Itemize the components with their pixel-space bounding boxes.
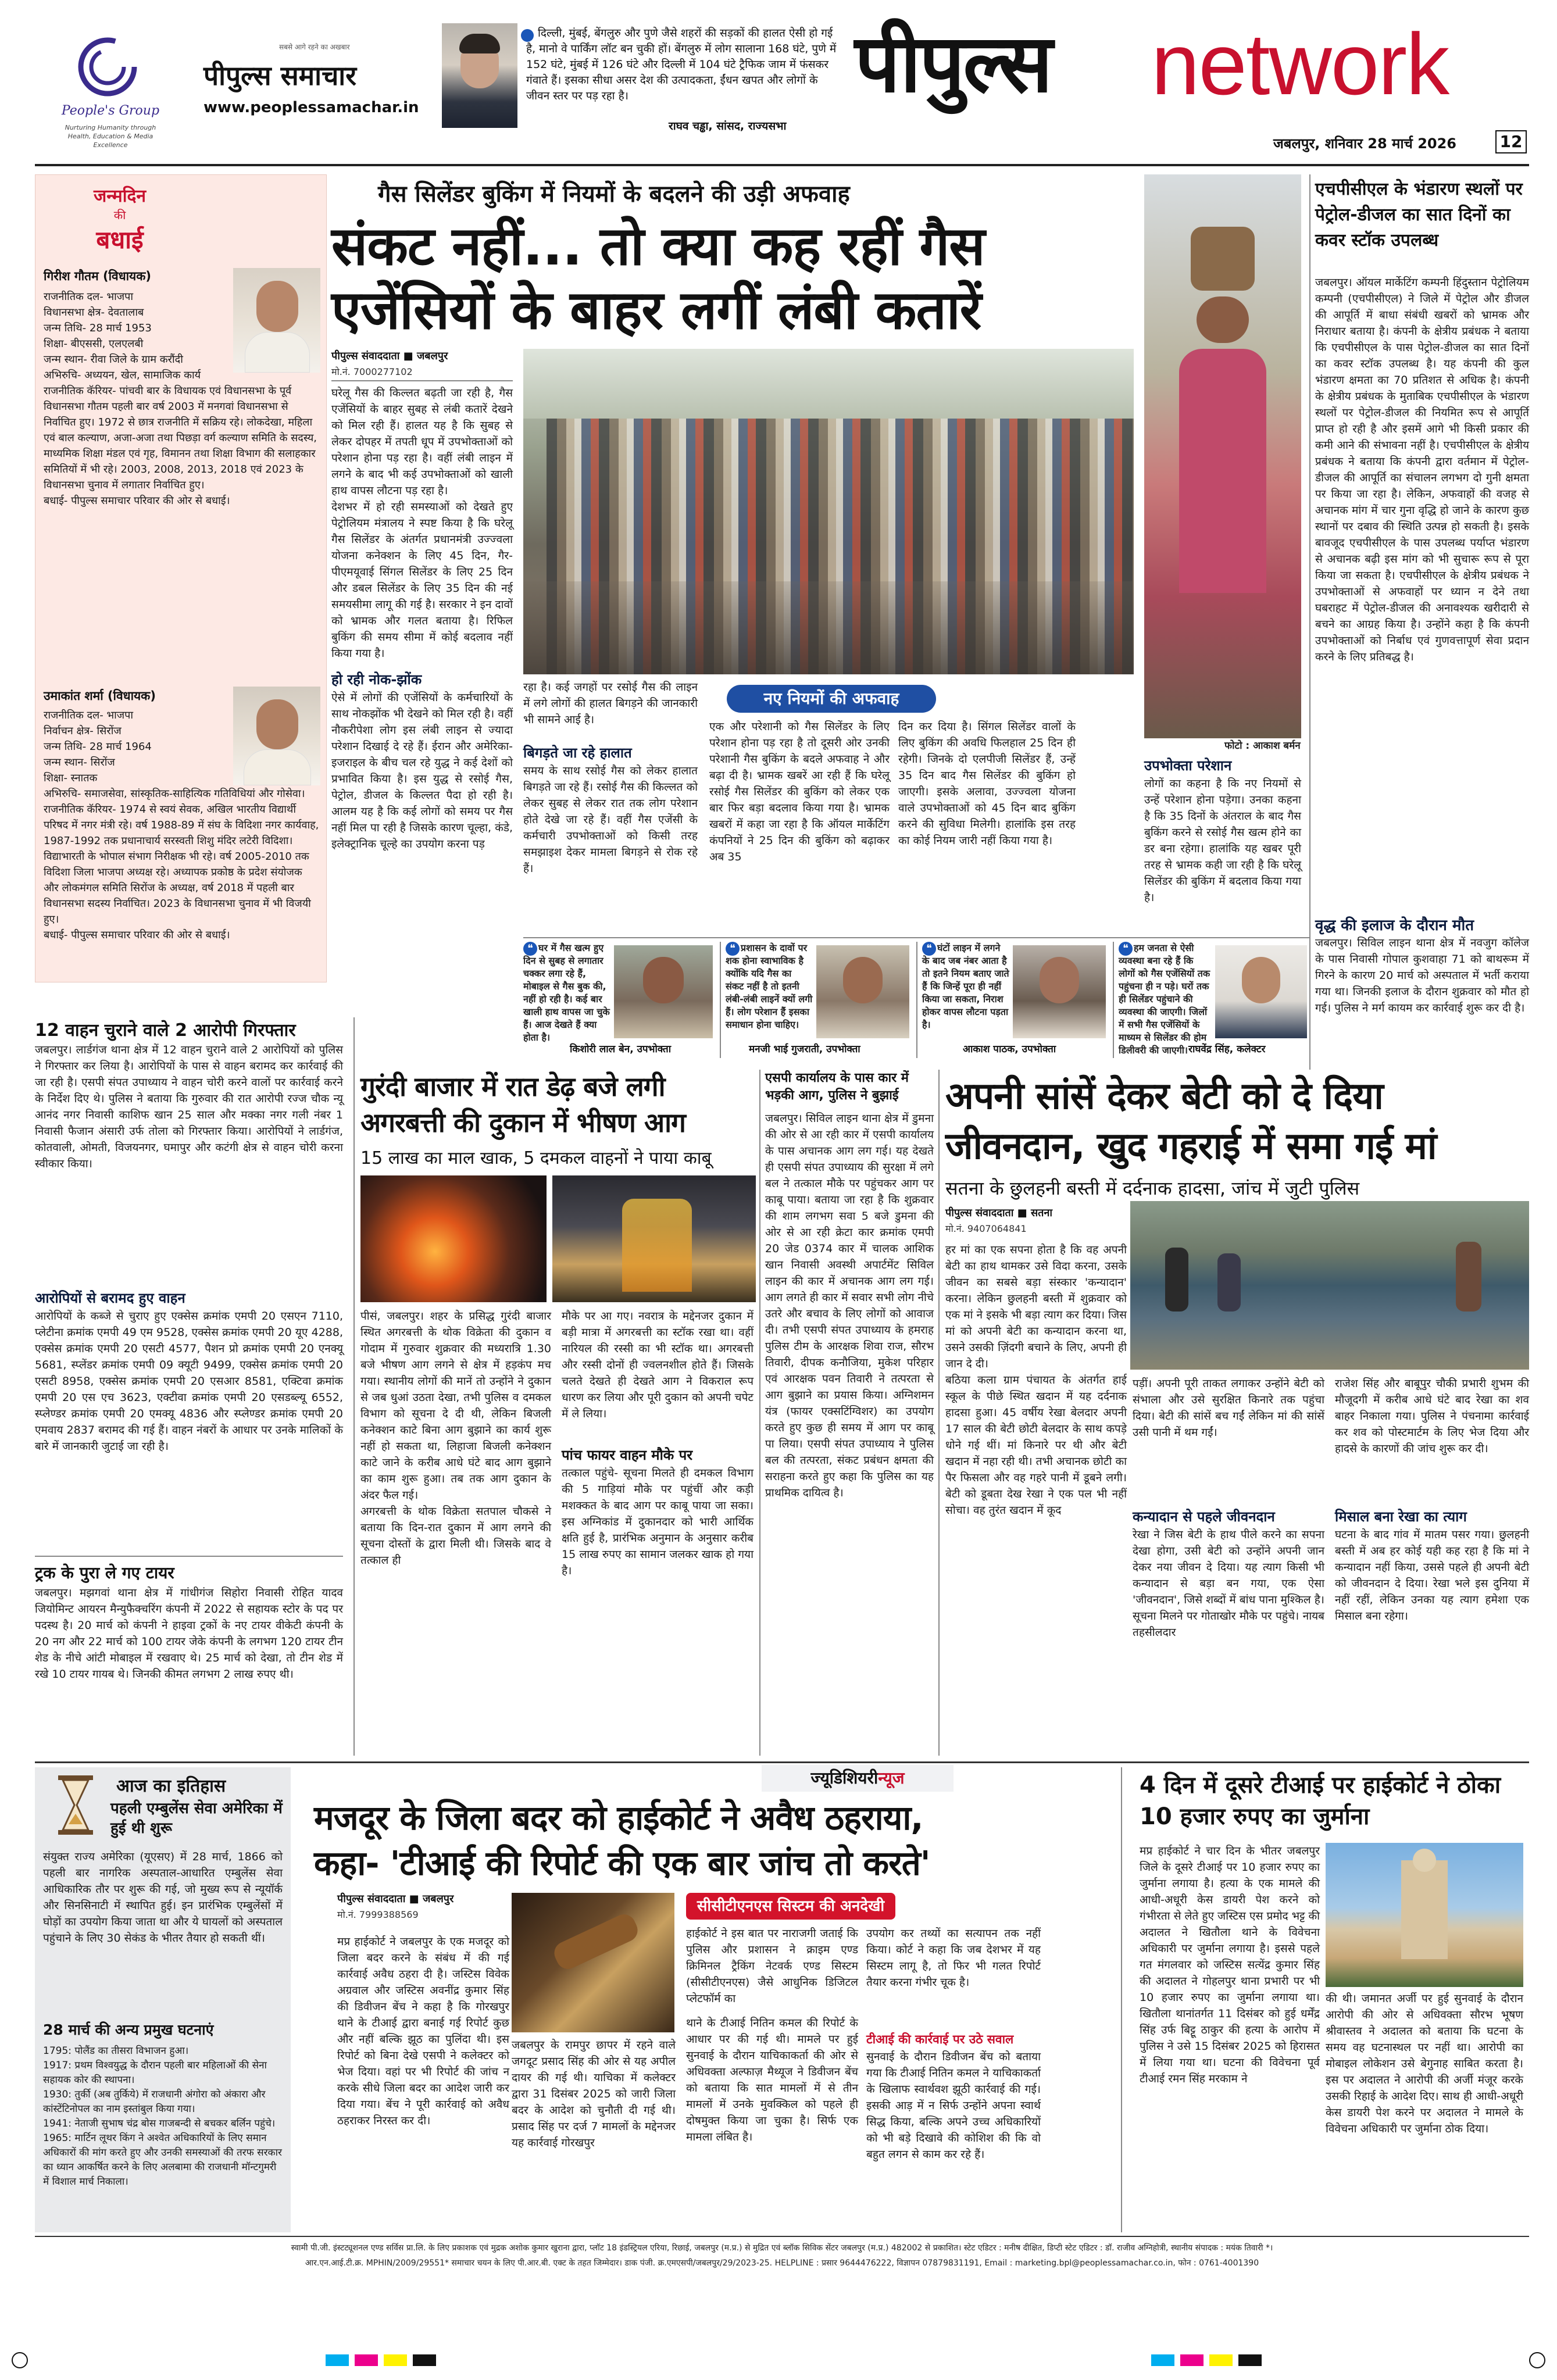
main-kicker: गैस सिलेंडर बुकिंग में नियमों के बदलने की उड़ी अफवाह [378, 181, 850, 208]
person1-text: राजनीतिक दल- भाजपा विधानसभा क्षेत्र- देवतालाब जन्म तिथि- 28 मार्च 1953 शिक्षा- बीएससी, एलएलबी जन्म स्थान- रीवा जिले के ग्राम करौंदी अभिरुचि- अध्ययन, खेल, सामाजिक कार्य राजनीतिक कॅरियर- पांचवी बार के विधायक एवं विधानसभा के पूर्व विधानसभा गौतम पहली बार वर्ष 2003 में मनगवां विधानसभा से निर्वाचित हुए। 1972 से छात्र राजनीति में सक्रिय रहे। लोकदेखा, महिला एवं बाल कल्याण, अजा-अजा तथा पिछड़ा वर्ग कल्याण समिति के सदस्य, माध्यमिक शिक्षा मंडल एवं गृह, विमानन तथा शिक्षा विभाग की सलाहकार समितियों में भी रहे। 2003, 2008, 2013, 2018 एवं 2023 के विधानसभा चुनाव में लगातार निर्वाचित हुए। बधाई- पीपुल्स समाचार परिवार की ओर से बधाई। [44, 291, 317, 507]
dateline: जबलपुर, शनिवार 28 मार्च 2026 [1273, 135, 1457, 152]
rumor-bar: नए नियमों की अफवाह [727, 685, 936, 713]
footer-line2: आर.एन.आई.टी.क्र. MPHIN/2009/29551* समाचार चयन के लिए पी.आर.बी. एक्ट के तहत जिम्मेदार। डाक पंजी. क्र.एमएसपी/जबलपुर/29/2023-25. HELPLINE : प्रसार 9644476222, विज्ञापन 07879831191, Email : marketing.bpl@peoplessamachar.co.in, फोन : 0761-4001390 [305, 2259, 1259, 2268]
registration-target-icon [1529, 2352, 1545, 2368]
main-col2b: समय के साथ रसोई गैस को लेकर हालात बिगड़ते जा रहे हैं। रसोई गैस की किल्लत को लेकर सुबह से लेकर रात तक लोग परेशान होते देखे जा रहे हैं। वहीं गैस एजेंसी के कर्मचारी उपभोक्ताओं को किसी तरह समझाइश देकर मामला बिगड़ने से रोक रहे हैं। [523, 764, 698, 875]
opinion-3 [922, 942, 1108, 1058]
judiciary-label [762, 1765, 954, 1792]
opinion-4-quote: हम जनता से ऐसी व्यवस्था बना रहे हैं कि लोगों को गैस एजेंसियों तक पहुंचना ही न पड़े। घरों तक ही सिलेंडर पहुंचाने की व्यवस्था की जाएगी। जिलों में सभी गैस एजेंसियों के माध्यम से सिलेंडर की होम डिलीवरी की जाएगी। [1119, 942, 1210, 1056]
birthday-title-top: जन्मदिन [93, 186, 147, 206]
fire-headline-line2: अगरबत्ती की दुकान में भीषण आग [360, 1107, 685, 1138]
quote-icon: ❝ [726, 942, 740, 956]
satna-col2-sub: कन्यादान से पहले जीवनदान [1133, 1509, 1275, 1525]
photo-credit: फोटो : आकाश बर्मन [1224, 740, 1301, 752]
judiciary-col1: मप्र हाईकोर्ट ने जबलपुर के एक मजदूर को जिला बदर करने के संबंध में की गई कार्रवाई अवैध ठहरा दी है। जस्टिस विवेक अग्रवाल और जस्टिस अवनींद्र कुमार सिंह की डिवीजन बेंच ने कहा है कि गोरखपुर थाने के टीआई द्वारा बनाई गई रिपोर्ट कुछ और नहीं बल्कि झूठ का पुलिंदा थी। इस रिपोर्ट को बिना देखे एसपी ने कलेक्टर को भेज दिया। वहां पर भी रिपोर्ट की जांच न करके सीधे जिला बदर का आदेश जारी कर दिया गया। बेंच ने पूरी कार्रवाई को अवैध ठहराकर निरस्त कर दी। [337, 1935, 509, 2127]
satna-headline-line1: अपनी सांसें देकर बेटी को दे दिया [945, 1075, 1383, 1118]
hpcl-text: जबलपुर। ऑयल मार्केटिंग कम्पनी हिंदुस्तान पेट्रोलियम कम्पनी (एचपीसीएल) ने जिले में पेट्रोल और डीजल की आपूर्ति में बाधा संबंधी खबरों को भ्रामक और निराधार बताया है। कंपनी के क्षेत्रीय प्रबंधक ने बताया कि एचपीसीएल के पास पेट्रोल-डीजल का सात दिनों का कवर स्टॉक उपलब्ध है। यह कंपनी की कुल भंडारण क्षमता का 70 प्रतिशत से अधिक है। कंपनी के क्षेत्रीय प्रबंधक के मुताबिक एचपीसीएल के भंडारण स्थलों पर पेट्रोल-डीजल की नियमित रूप से आपूर्ति प्राप्त हो रही है और इसमें आगे भी किसी प्रकार की कमी आने की संभावना नहीं है। एचपीसीएल के क्षेत्रीय प्रबंधक ने बताया कि कंपनी द्वारा वर्तमान में पेट्रोल-डीजल की आपूर्ति का संचालन लगभग दो गुनी क्षमता पर किया जा रहा है। लेकिन, अफवाहों की वजह से अचानक मांग में चार गुना वृद्धि हो जाने के कारण कुछ स्थानों पर दबाव की स्थिति उत्पन्न हो सकती है। इसके बावजूद एचपीसीएल के पास उपलब्ध पर्याप्त भंडारण से अचानक बढ़ी इस मांग को भी सुचारू रूप से पूरा किया जा सकता है। एचपीसीएल के क्षेत्रीय प्रबंधक ने उपभोक्ताओं से अफवाहों पर ध्यान न देने तथा घबराहट में पेट्रोल-डीजल की अनावश्यक खरीदारी से बचने का आग्रह किया है। उन्होंने कहा है कि कंपनी उपभोक्ताओं को निर्बाध एवं गुणवत्तापूर्ण सेवा प्रदान करने के लिए प्रतिबद्ध है। [1315, 276, 1529, 663]
history-event: 1795: पोलैंड का तीसरा विभाजन हुआ। [43, 2045, 189, 2057]
history-box [35, 1767, 291, 2232]
main-col1b: ऐसे में लोगों की एजेंसियों के कर्मचारियों के साथ नोकझोंक भी देखने को मिल रही है। वहीं नौकरीपेशा लोग इस लंबी लाइन से ज्यादा परेशान दिखाई दे रहे हैं। ईरान और अमेरिका-इजराइल के बीच चल रहे युद्ध ने कई देशों को प्रभावित किया है। इस युद्ध से रसोई गैस, पेट्रोल, डीजल के किल्लत पैदा हो रही है। आलम यह है कि कई लोगों को समय पर गैस नहीं मिल पा रही है जिसके कारण चूल्हा, कंडे, इलेक्ट्रानिक चूल्हे का उपयोग करना पड़ [331, 691, 513, 850]
judiciary-label-accent: न्यूज [878, 1768, 905, 1788]
judiciary-byline: पीपुल्स संवाददाता ■ जबलपुर [337, 1893, 454, 1905]
opinion-3-name: आकाश पाठक, उपभोक्ता [963, 1044, 1056, 1055]
satna-col2b: रेखा ने जिस बेटी के हाथ पीले करने का सपना देखा होगा, उसी बेटी को उन्होंने अपनी जान देकर नया जीवन दे दिया। यह त्याग किसी भी कन्यादान से बड़ा बन गया, एक ऐसा 'जीवनदान', जिसे शब्दों में बांध पाना मुश्किल है। सूचना मिलने पर गोताखोर मौके पर पहुंचे। नायब तहसीलदार [1133, 1528, 1324, 1639]
vehicle-text: जबलपुर। लार्डगंज थाना क्षेत्र में 12 वाहन चुराने वाले 2 आरोपियों को पुलिस ने गिरफ्तार कर लिया है। आरोपियों के पास से वाहन बरामद कर कार्रवाई की जा रही है। एसपी संपत उपाध्याय ने वाहन चोरी करने वालों पर कार्रवाई करने के निर्देश दिए थे। पुलिस ने बताया कि गुरुवार की रात आरोपी रज्ज चौक न्यू आनंद नगर निवासी काशिफ खान 25 साल और मक्का नगर गली नंबर 1 निवासी फैजान अंसारी उर्फ तोला को गिरफ्तार किया। आरोपियों ने लार्डगंज, कोतवाली, ओमती, विजयनगर, घमापुर और कटंगी क्षेत्र से वाहन चोरी करना स्वीकार किया। [35, 1044, 343, 1170]
group-tagline: Nurturing Humanity through Health, Education & Media Excellence [65, 124, 156, 149]
website: www.peoplessamachar.in [203, 99, 419, 116]
satna-headline-line2: जीवनदान, खुद गहराई में समा गई मां [945, 1125, 1437, 1168]
car-fire-headline: एसपी कार्यालय के पास कार में भड़की आग, पुलिस ने बुझाई [765, 1071, 909, 1103]
satna-col3b: घटना के बाद गांव में मातम पसर गया। छुलहनी बस्ती में अब हर कोई यही कह रहा है कि मां ने कन्यादान नहीं किया, उससे पहले ही अपनी बेटी को जीवनदान दे दिया। रेखा भले इस दुनिया में नहीं रहीं, लेकिन उनका यह त्याग हमेशा एक मिसाल बना रहेगा। [1335, 1528, 1529, 1623]
vehicle-sub-text: आरोपियों के कब्जे से चुराए हुए एक्सेस क्रमांक एमपी 20 एसएन 7110, प्लेटीना क्रमांक एमपी 49 एम 9528, एक्सेस क्रमांक एमपी 20 यूए 4288, एक्सेस क्रमांक एमपी 20 एसटी 4577, पैशन प्रो क्रमांक एमपी 20 एनक्यू 5681, स्प्लेंडर क्रमांक एमपी 09 क्यूटी 9499, एक्सेस क्रमांक एमपी 20 एसटी 8958, एक्सेस क्रमांक एमपी 20 एसआर 8581, एक्टिवा क्रमांक एमपी 20 एस एच 3623, एक्टीवा क्रमांक एमपी 20 एसडब्ल्यू 6552, स्प्लेण्डर क्रमांक एमपी 20 एमक्यू 4836 और स्प्लेण्डर क्रमांक एमपी 20 एमवाय 2837 बरामद की गई हैं। वाहन नंबरों के आधार पर उनके मालिकों के बारे में जानकारी जुटाई जा रही है। [35, 1310, 343, 1453]
vehicle-sub: आरोपियों से बरामद हुए वाहन [35, 1290, 185, 1306]
color-bar-yellow [384, 2354, 407, 2366]
satna-mobile: मो.नं. 9407064841 [945, 1223, 1027, 1234]
judiciary-headline-line1: मजदूर के जिला बदर को हाईकोर्ट ने अवैध ठहराया, [314, 1798, 923, 1838]
history-event: 1917: प्रथम विश्वयुद्ध के दौरान पहली बार महिलाओं की सेना सहायक कोर की स्थापना। [43, 2060, 267, 2086]
history-events-list [43, 2044, 283, 2230]
vehicle-story [35, 1017, 349, 1756]
history-event: 1941: नेताजी सुभाष चंद्र बोस गाजबन्दी से बचकर बर्लिन पहुंचे। [43, 2118, 276, 2129]
quote-icon: ❝ [922, 942, 936, 956]
main-col3: एक और परेशानी को गैस सिलेंडर के लिए परेशान होना पड़ रहा है तो दूसरी ओर उनकी परेशानी गैस बुकिंग के बदले अफवाह ने और बढ़ा दी है। भ्रामक खबरें आ रही हैं कि घरेलू रसोई गैस सिलेंडर की बुकिंग को लेकर एक बार फिर बड़ा बदलाव किया गया है। भ्रामक खबरों में कहा जा रहा है कि ऑयल मार्केटिंग कंपनियों ने 25 दिन की बुकिंग को बढ़ाकर अब 35 [709, 720, 890, 863]
main-headline-line2: एजेंसियों के बाहर लगीं लंबी कतारें [331, 279, 981, 341]
registration-marks [0, 2349, 1557, 2372]
fire-col2-sub: पांच फायर वाहन मौके पर [562, 1447, 693, 1463]
consumer-trouble-sub: उपभोक्ता परेशान [1144, 757, 1232, 774]
satna-col1: हर मां का एक सपना होता है कि वह अपनी बेटी का हाथ थामकर उसे विदा करना, उसके जीवन का सबसे बड़ा संस्कार 'कन्यादान' करना। लेकिन छुलहनी बस्ती में शुक्रवार को एक मां ने इसके भी बड़ा त्याग कर दिया। जिस मां को अपनी बेटी का कन्यादान करना था, उसने उसकी ज़िंदगी बचाने के लिए, अपनी ही जान दे दी। बठिया कला ग्राम पंचायत के अंतर्गत हाई स्कूल के पीछे स्थित खदान में यह दर्दनाक हादसा हुआ। 45 वर्षीय रेखा बेलदार अपनी 17 साल की बेटी छोटी बेलदार के साथ कपड़े धोने गई थीं। मां किनारे पर थी और बेटी खदान में नहा रही थी। तभी अचानक छोटी का पैर फिसला और वह गहरे पानी में डूबने लगी। बेटी को डूबता देख रेखा ने एक पल भी नहीं सोचा। वह तुरंत खदान में कूद [945, 1243, 1127, 1517]
person1-name: गिरीश गौतम (विधायक) [44, 269, 151, 283]
birthday-box [35, 174, 327, 982]
samachar-name: पीपुल्स समाचार [203, 60, 357, 91]
page-number: 12 [1495, 130, 1527, 153]
samachar-tagline: सबसे आगे रहने का अखबार [279, 43, 350, 51]
opinion-2-quote: प्रशासन के दावों पर शक होना स्वाभाविक है क्योंकि यदि गैस का संकट नहीं है तो इतनी लंबी-लंबी लाइनें क्यों लगी हैं। लोग परेशान हैं इसका समाधान होना चाहिए। [726, 942, 813, 1030]
footer-line1: स्वामी पी.जी. इंस्टट्यूशनल एण्ड सर्विस प्रा.लि. के लिए प्रकाशक एवं मुद्रक अशोक कुमार खुराना द्वारा, प्लॉट 18 इंडस्ट्रियल एरिया, रिछाई, जबलपुर (म.प्र.) से मुद्रित एवं ब्लॉक सिविक सेंटर जबलपुर (म.प्र.) 482002 से प्रकाशित। स्टेट एडिटर : मनीष दीक्षित, डिप्टी स्टेट एडिटर : डॉ. राजीव अग्निहोत्री, स्थानीय संपादक : मयंक तिवारी *। [291, 2243, 1273, 2253]
quote-text: दिल्ली, मुंबई, बेंगलुरु और पुणे जैसे शहरों की सड़कों की हालत ऐसी हो गई है, मानो वे पार्किंग लॉट बन चुकी हों। बेंगलुरु में लोग सालाना 168 घंटे, पुणे में 152 घंटे, मुंबई में 126 घंटे और दिल्ली में 104 घंटे ट्रैफिक जाम में फंसकर गंवाते हैं। इसका सीधा असर देश की उत्पादकता, ईंधन खपत और लोगों के जीवन स्तर पर पड़ रहा है। [526, 27, 837, 102]
fine-text: मप्र हाईकोर्ट ने चार दिन के भीतर जबलपुर जिले के दूसरे टीआई पर 10 हजार रुपए का जुर्माना लगाया है। हत्या के एक मामले की आधी-अधूरी केस डायरी पेश करने को गंभीरता से लेते हुए जस्टिस एस प्रमोद भट्ट की अदालत ने खितौला थाने के विवेचना अधिकारी पर जुर्माना लगाया है। इससे पहले गत मंगलवार को जस्टिस सत्येंद्र कुमार सिंह की अदालत ने गोहलपुर थाना प्रभारी पर भी 10 हजार रुपए का जुर्माना लगाया था। खितौला थानांतर्गत 11 दिसंबर को हुई धर्मेंद्र सिंह उर्फ बिट्टू ठाकुर की हत्या के आरोप में पुलिस ने उसे 15 दिसंबर 2025 को हिरासत में लिया गया था। घटना की विवेचना पूर्व टीआई रमन सिंह मरकाम ने [1140, 1845, 1320, 2085]
fire-photo-2 [552, 1175, 756, 1302]
registration-target-icon [12, 2352, 28, 2368]
main-col1: घरेलू गैस की किल्लत बढ़ती जा रही है, गैस एजेंसियों के बाहर सुबह से लंबी कतारें देखने को मिल रही हैं। हालत यह है कि सुबह से लेकर दोपहर में तपती धूप में उपभोक्ताओं को परेशान होना पड़ रहा है। वहीं लंबी लाइन में लगने के बाद भी कई उपभोक्ताओं को खाली हाथ वापस लौटना पड़ रहा है। देशभर में हो रही समस्याओं को देखते हुए पेट्रोलियम मंत्रालय ने स्पष्ट किया है कि घरेलू गैस सिलेंडर के अंतर्गत प्रधानमंत्री उज्ज्वला योजना कनेक्शन के लिए 45 दिन, गैर-पीएमयूवाई सिंगल सिलेंडर के लिए 25 दिन और डबल सिलेंडर के लिए 35 दिन की नई समयसीमा लागू की गई है। सरकार ने इन दावों को भ्रामक और गलत बताया है। रिफिल बुकिंग की समय सीमा में कोई बदलाव नहीं किया गया है। [331, 387, 513, 660]
opinion-1-quote: घर में गैस खत्म हुए दिन से सुबह से लगातार चक्कर लगा रहे हैं, मोबाइल से गैस बुक की, नहीं हो रही है। कई बार खाली हाथ वापस जा चुके हैं। आज देखते हैं क्या होता है। [523, 942, 610, 1043]
hourglass-icon [47, 1773, 105, 1837]
history-headline: पहली एम्बुलेंस सेवा अमेरिका में हुई थी शुरू [110, 1800, 283, 1837]
history-header: आज का इतिहास [116, 1776, 226, 1796]
fine-headline: 4 दिन में दूसरे टीआई पर हाईकोर्ट ने ठोका 10 हजार रुपए का जुर्माना [1140, 1772, 1501, 1830]
main-col1-sub: हो रही नोक-झोंक [331, 671, 422, 688]
judiciary-col2: जबलपुर के रामपुर छापर में रहने वाले जगदूट प्रसाद सिंह की ओर से यह अपील दायर की गई थी। याचिका में कलेक्टर द्वारा 31 दिसंबर 2025 को जारी जिला बदर के आदेश को चुनौती दी गई थी। प्रसाद सिंह पर दर्ज 7 मामलों के मद्देनजर यह कार्रवाई गोरखपुर [512, 2039, 676, 2149]
judiciary-col4-head: टीआई की कार्रवाई पर उठे सवाल [866, 2032, 1014, 2046]
group-name: People's Group [61, 103, 160, 118]
main-col2-sub: बिगड़ते जा रहे हालात [523, 745, 632, 761]
brand-hindi: पीपुल्स [855, 17, 1051, 110]
opinion-1 [523, 942, 715, 1058]
opinion-3-photo [1013, 945, 1106, 1038]
quote-icon: ❝ [523, 942, 537, 956]
fine-text2: की थी। जमानत अर्जी पर हुई सुनवाई के दौरान आरोपी की ओर से अधिवक्ता सौरभ भूषण श्रीवास्तव ने अदालत को बताया कि घटना के समय वह घटनास्थल पर नहीं था। आरोपी का मोबाइल लोकेशन उसे बेगुनाह साबित करता है। इस पर अदालत ने आरोपी की अर्जी मंजूर करके उसकी रिहाई के आदेश दिए। साथ ही आधी-अधूरी केस डायरी पेश करने पर अदालत ने मामले के विवेचना अधिकारी पर जुर्माना ठोक दिया। [1326, 1992, 1523, 2135]
satna-col3-sub: मिसाल बना रेखा का त्याग [1335, 1509, 1467, 1525]
satna-byline: पीपुल्स संवाददाता ■ सतना [945, 1207, 1053, 1219]
footer-rule [35, 2236, 1529, 2237]
elderly-death-sub: वृद्ध की इलाज के दौरान मौत [1315, 917, 1474, 934]
peoples-group-emblem-icon [76, 35, 140, 99]
judiciary-mobile: मो.नं. 7999388569 [337, 1909, 419, 1920]
opinion-1-photo [614, 945, 713, 1038]
quote-icon: ❝ [1119, 942, 1133, 956]
main-byline: पीपुल्स संवाददाता ■ जबलपुर [331, 350, 448, 362]
truck-headline: ट्रक के पुरा ले गए टायर [35, 1563, 174, 1582]
judiciary-col3: हाईकोर्ट ने इस बात पर नाराजगी जताई कि पुलिस और प्रशासन ने क्राइम एण्ड क्रिमिनल ट्रैकिंग नेटवर्क एण्ड सिस्टम (सीसीटीएनएस) जैसे आधुनिक डिजिटल प्लेटफॉर्म का [686, 1927, 858, 2005]
satna-col3: राजेश सिंह और बाबूपुर चौकी प्रभारी शुभम की मौजूदगी में करीब आधे घंटे बाद रेखा का शव बाहर निकाला गया। पुलिस ने पंचनामा कार्रवाई कर शव को पोस्टमार्टम के लिए भेज दिया और हादसे के कारणों की जांच शुरू कर दी। [1335, 1377, 1529, 1455]
section-rule [35, 1761, 1529, 1763]
color-bar-magenta [355, 2354, 378, 2366]
fine-story [1128, 1770, 1529, 2232]
peoples-group-logo [58, 23, 163, 157]
judiciary-col4b: सुनवाई के दौरान डिवीजन बेंच को बताया गया कि टीआई नितिन कमल ने याचिकाकर्ता के खिलाफ स्वार्थवश झूठी कार्रवाई की गई। इसकी आड़ में न सिर्फ उन्होंने अपना स्वार्थ सिद्ध किया, बल्कि अपने उच्च अधिकारियों को भी बड़े दिखावे की कोशिश की कि वो बहुत लगन से काम कर रहे हैं। [866, 2050, 1041, 2161]
quote-author: राघव चड्ढा, सांसद, राज्यसभा [669, 120, 787, 133]
main-mobile: मो.नं. 7000277102 [331, 366, 413, 377]
hpcl-story [1315, 174, 1529, 1070]
history-text: संयुक्त राज्य अमेरिका (यूएसए) में 28 मार्च, 1866 को पहली बार नागरिक अस्पताल-आधारित एम्बुलेंस सेवा आधिकारिक तौर पर शुरू की गई, जो मुख्य रूप से न्यूयॉर्क और सिनसिनाटी में स्थापित हुई। इन प्रारंभिक एम्बुलेंसों में घोड़ों का उपयोग किया जाता था और ये घायलों को अस्पताल पहुंचाने के लिए 30 सेकंड के भीतर तैयार हो सकती थीं। [43, 1850, 283, 1945]
color-bar-magenta [1180, 2354, 1204, 2366]
judiciary-story [314, 1796, 1116, 2232]
hpcl-headline: एचपीसीएल के भंडारण स्थलों पर पेट्रोल-डीजल का सात दिनों का कवर स्टॉक उपलब्ध [1315, 179, 1523, 251]
satna-col2: पड़ीं। अपनी पूरी ताकत लगाकर उन्होंने बेटी को संभाला और उसे सुरक्षित किनारे तक पहुंचा दिया। बेटी की सांसें बच गईं लेकिन मां की सांसें उसी पानी में थम गईं। [1133, 1377, 1324, 1439]
elderly-death-text: जबलपुर। सिविल लाइन थाना क्षेत्र में नवजुग कॉलेज के पास निवासी गोपाल कुशवाहा 71 को बाथरूम में गिरने के कारण 20 मार्च को अस्पताल में भर्ती कराया गया था। जिनकी इलाज के दौरान शुक्रवार को मौत हो गई। पुलिस ने मर्ग कायम कर कार्रवाई शुरू कर दी है। [1315, 937, 1529, 1014]
color-bar-black [1238, 2354, 1262, 2366]
color-bar-cyan [1151, 2354, 1174, 2366]
opinion-4-photo [1215, 945, 1307, 1038]
vehicle-headline: 12 वाहन चुराने वाले 2 आरोपी गिरफ्तार [35, 1020, 296, 1041]
opinion-4-name: राघवेंद्र सिंह, कलेक्टर [1188, 1044, 1266, 1055]
gas-queue-photo [523, 349, 1134, 674]
main-story [331, 174, 1134, 1006]
history-event: 1965: मार्टिन लूथर किंग ने अश्वेत अधिकारियों के लिए समान अधिकारों की मांग करते हुए और उनकी समस्याओं की तरफ सरकार का ध्यान आकर्षित करने के लिए अलबामा की राजधानी मॉन्टगुमरी में विशाल मार्च निकाला। [43, 2132, 282, 2188]
fire-story [360, 1070, 756, 1756]
history-event: 1930: तुर्की (अब तुर्किये) में राजधानी अंगोरा को अंकारा और कांस्टेंटिनोपल का नाम इस्तांबुल किया गया। [43, 2089, 266, 2115]
opinion-3-quote: घंटों लाइन में लगने के बाद जब नंबर आता है तो इतने नियम बताए जाते हैं कि जिन्हें पूरा ही नहीं किया जा सकता, निराश होकर वापस लौटना पड़ता है। [922, 942, 1009, 1030]
fire-photo-1 [360, 1175, 547, 1302]
opinion-2-photo [816, 945, 909, 1038]
fire-col2: मौके पर आ गए। नवरात्र के मद्देनजर दुकान में बड़ी मात्रा में अगरबत्ती का स्टॉक रखा था। वहीं नारियल की रस्सी का भी स्टॉक था। अगरबत्ती और रस्सी दोनों ही ज्वलनशील होते हैं। जिसके चलते देखते ही देखते आग ने विकराल रूप धारण कर लिया और पूरी दुकान को अपनी चपेट में ले लिया। [562, 1310, 753, 1420]
truck-text: जबलपुर। मझगवां थाना क्षेत्र में गांधीगंज सिहोरा निवासी रोहित यादव जियोमिन्ट आयरन मैन्युफैक्चरिंग कंपनी में 2022 से सहायक स्टोर के पद पर पदस्थ है। 20 मार्च को कंपनी ने हाइवा ट्रकों के नए टायर वीकेटी कंपनी के 20 नग और 22 मार्च को 100 टायर जेके कंपनी के लगभग 120 टायर टीन शेड के नीचे आंटी मोबाइल में रखवाए थे। 25 मार्च को देखा, तो टीन शेड में रखे 10 टायर गायब थे। जिनकी कीमत लगभग 2 लाख रुपए थी। [35, 1586, 343, 1681]
brand-english: network [1151, 15, 1449, 113]
opinions-strip [523, 942, 1308, 1058]
satna-deck: सतना के छुलहनी बस्ती में दर्दनाक हादसा, जांच में जुटी पुलिस [945, 1177, 1360, 1199]
opinion-4 [1119, 942, 1308, 1058]
birthday-title [59, 183, 181, 259]
history-events-title: 28 मार्च की अन्य प्रमुख घटनाएं [43, 2021, 214, 2038]
masthead-rule [35, 164, 1529, 166]
car-fire-text: जबलपुर। सिविल लाइन थाना क्षेत्र में डुमना की ओर से आ रही कार में एसपी कार्यालय के पास अचानक आग लग गई। यह देखते ही एसपी संपत उपाध्याय की सुरक्षा में लगे बल ने तत्काल मौके पर पहुंचकर आग पर काबू पाया। बताया जा रहा है कि शुक्रवार की शाम लगभग सवा 5 बजे डुमना की ओर से आ रही क्रेटा कार क्रमांक एमपी 20 जेड 0374 कार में चालक आशिक खान निवासी अवस्थी अपार्टमेंट सिविल लाइन की कार में अचानक आग लग गई। आग लगते ही कार में सवार सभी लोग नीचे उतरे और बचाव के लिए लोगों को आवाज दी। तभी एसपी संपत उपाध्याय के हमराह पुलिस टीम के आरक्षक शिवा राज, सौरभ तिवारी, दीपक कनौजिया, मुकेश परिहार एवं आरक्षक पवन तिवारी ने तत्परता से आग बुझाने का प्रयास किया। अग्निशमन यंत्र (फायर एक्सटिंग्विशर) का उपयोग करते हुए कुछ ही समय में आग पर काबू पा लिया। एसपी संपत उपाध्याय ने पुलिस बल की तत्परता, संकट प्रबंधन क्षमता की सराहना करते हुए कहा कि पुलिस का यह प्राथमिक दायित्व है। [765, 1112, 934, 1499]
person2-text: राजनीतिक दल- भाजपा निर्वाचन क्षेत्र- सिरोंज जन्म तिथि- 28 मार्च 1964 जन्म स्थान- सिरोंज शिक्षा- स्नातक अभिरुचि- समाजसेवा, सांस्कृतिक-साहित्यिक गतिविधियां और गोसेवा। राजनीतिक कॅरियर- 1974 से स्वयं सेवक, अखिल भारतीय विद्यार्थी परिषद में नगर मंत्री रहे। वर्ष 1988-89 में संघ के विदिशा नगर कार्यवाह, 1987-1992 तक प्रधानाचार्य सरस्वती शिशु मंदिर लटेरी विदिशा। विद्याभारती के भोपाल संभाग निरीक्षक भी रहे। वर्ष 2005-2010 तक विदिशा जिला भाजपा अध्यक्ष रहे। अध्यापक प्रकोष्ठ के प्रदेश संयोजक और लोकमंगल समिति सिरोंज के अध्यक्ष, वर्ष 2018 में पहली बार विधानसभा सदस्य निर्वाचित। 2023 के विधानसभा चुनाव में भी विजयी हुए। बधाई- पीपुल्स समाचार परिवार की ओर से बधाई। [44, 709, 319, 941]
consumer-trouble-text: लोगों का कहना है कि नए नियमों से उन्हें परेशान होना पड़ेगा। उनका कहना है कि 35 दिनों के अंतराल के बाद गैस बुकिंग करने से रसोई गैस खत्म होने का डर बना रहेगा। हालांकि यह खबर पूरी तरह से भ्रामक कही जा रही है कि घरेलू सिलेंडर की बुकिंग में बदलाव किया गया है। [1144, 777, 1301, 904]
opinion-1-name: किशोरी लाल बेन, उपभोक्ता [570, 1044, 672, 1055]
judiciary-label-main: ज्यूडिशियरी [810, 1768, 879, 1788]
quote-author-photo [442, 23, 517, 128]
high-court-photo [1326, 1843, 1523, 1987]
color-bar-yellow [1209, 2354, 1233, 2366]
color-bar-black [413, 2354, 436, 2366]
fire-col1: पीसं, जबलपुर। शहर के प्रसिद्ध गुरंदी बाजार स्थित अगरबत्ती के थोक विक्रेता की दुकान व गोदाम में गुरुवार शुक्रवार की मध्यरात्रि 1.30 बजे भीषण आग लगने से क्षेत्र में हड़कंप मच गया। स्थानीय लोगों की मानें तो उन्होंने ने दुकान से जब धुआं उठता देखा, तभी पुलिस व दमकल विभाग को सूचना दे दी थी, लेकिन बिजली कनेक्शन काटे बिना आग बुझाने का कार्य शुरू नहीं हो सकता था, लिहाजा बिजली कनेक्शन काटे जाने के करीब आधे घंटे बाद आग बुझाने का काम शुरू हुआ। तब तक आग दुकान के अंदर फैल गई। अगरबत्ती के थोक विक्रेता सतपाल चौकसे ने बताया कि दिन-रात दुकान में आग लगने की सूचना दोस्तों के द्वारा मिली थी। जिसके बाद वे तत्काल ही [360, 1310, 551, 1567]
satna-story [945, 1073, 1529, 1756]
main-headline-line1: संकट नहीं... तो क्या कह रहीं गैस [331, 215, 985, 277]
cctns-bar: सीसीटीएनएस सिस्टम की अनदेखी [686, 1893, 895, 1920]
satna-photo [1130, 1201, 1529, 1370]
judiciary-headline-line2: कहा- 'टीआई की रिपोर्ट की एक बार जांच तो करते' [314, 1843, 930, 1883]
woman-with-cylinder-photo [1144, 174, 1301, 738]
samachar-logo [192, 29, 424, 140]
opinion-2 [726, 942, 912, 1058]
gavel-photo [512, 1893, 674, 2032]
main-col2: रहा है। कई जगहों पर रसोई गैस की लाइन में लगे लोगों की हालत बिगड़ने की जानकारी भी सामने आई है। [523, 681, 698, 726]
person2-name: उमाकांत शर्मा (विधायक) [44, 689, 156, 703]
masthead [0, 0, 1557, 169]
birthday-title-mid: की [113, 208, 126, 222]
car-fire-story [765, 1070, 934, 1756]
birthday-title-bottom: बधाई [96, 226, 144, 254]
opinion-2-name: मनजी भाई गुजराती, उपभोक्ता [749, 1044, 860, 1055]
main-col4: दिन कर दिया है। सिंगल सिलेंडर वालों के लिए बुकिंग की अवधि फिलहाल 25 दिन ही रहेगी। जिनके दो एलपीजी सिलेंडर हैं, उन्हें 35 दिन बाद गैस सिलेंडर की बुकिंग हो जाएगी। इसके अलावा, उज्ज्वला योजना वाले उपभोक्ताओं को 45 दिन बाद बुकिंग करने की सुविधा मिलेगी। हालांकि इस तरह का कोई नियम जारी नहीं किया गया है। [898, 720, 1076, 847]
judiciary-col4: उपयोग कर तथ्यों का सत्यापन तक नहीं किया। कोर्ट ने कहा कि जब देशभर में यह सिस्टम लागू है, तो फिर भी गलत रिपोर्ट तैयार करना गंभीर चूक है। [866, 1927, 1041, 1989]
fire-deck: 15 लाख का माल खाक, 5 दमकल वाहनों ने पाया काबू [360, 1148, 712, 1168]
color-bar-cyan [326, 2354, 349, 2366]
fire-col2b: तत्काल पहुंचे- सूचना मिलते ही दमकल विभाग की 5 गाड़ियां मौके पर पहुंचीं और कड़ी मशक्कत के बाद आग पर काबू पाया जा सका। इस अग्निकांड में दुकानदार को भारी आर्थिक क्षति हुई है, प्रारंभिक अनुमान के अनुसार करीब 15 लाख रुपए का सामान जलकर खाक हो गया है। [562, 1467, 753, 1577]
fire-headline-line1: गुरंदी बाजार में रात डेढ़ बजे लगी [360, 1071, 665, 1102]
judiciary-col3b: थाने के टीआई नितिन कमल की रिपोर्ट के आधार पर की गई थी। मामले पर हुई सुनवाई के दौरान याचिकाकर्ता की ओर से अधिवक्ता अल्फाज़ मैथ्यूज ने डिवीजन बेंच को बताया कि सात मामलों में से तीन मामलों में उनके मुवक्किल को पहले ही दोषमुक्त किया जा चुका है। सिर्फ एक मामला लंबित है। [686, 2017, 858, 2143]
